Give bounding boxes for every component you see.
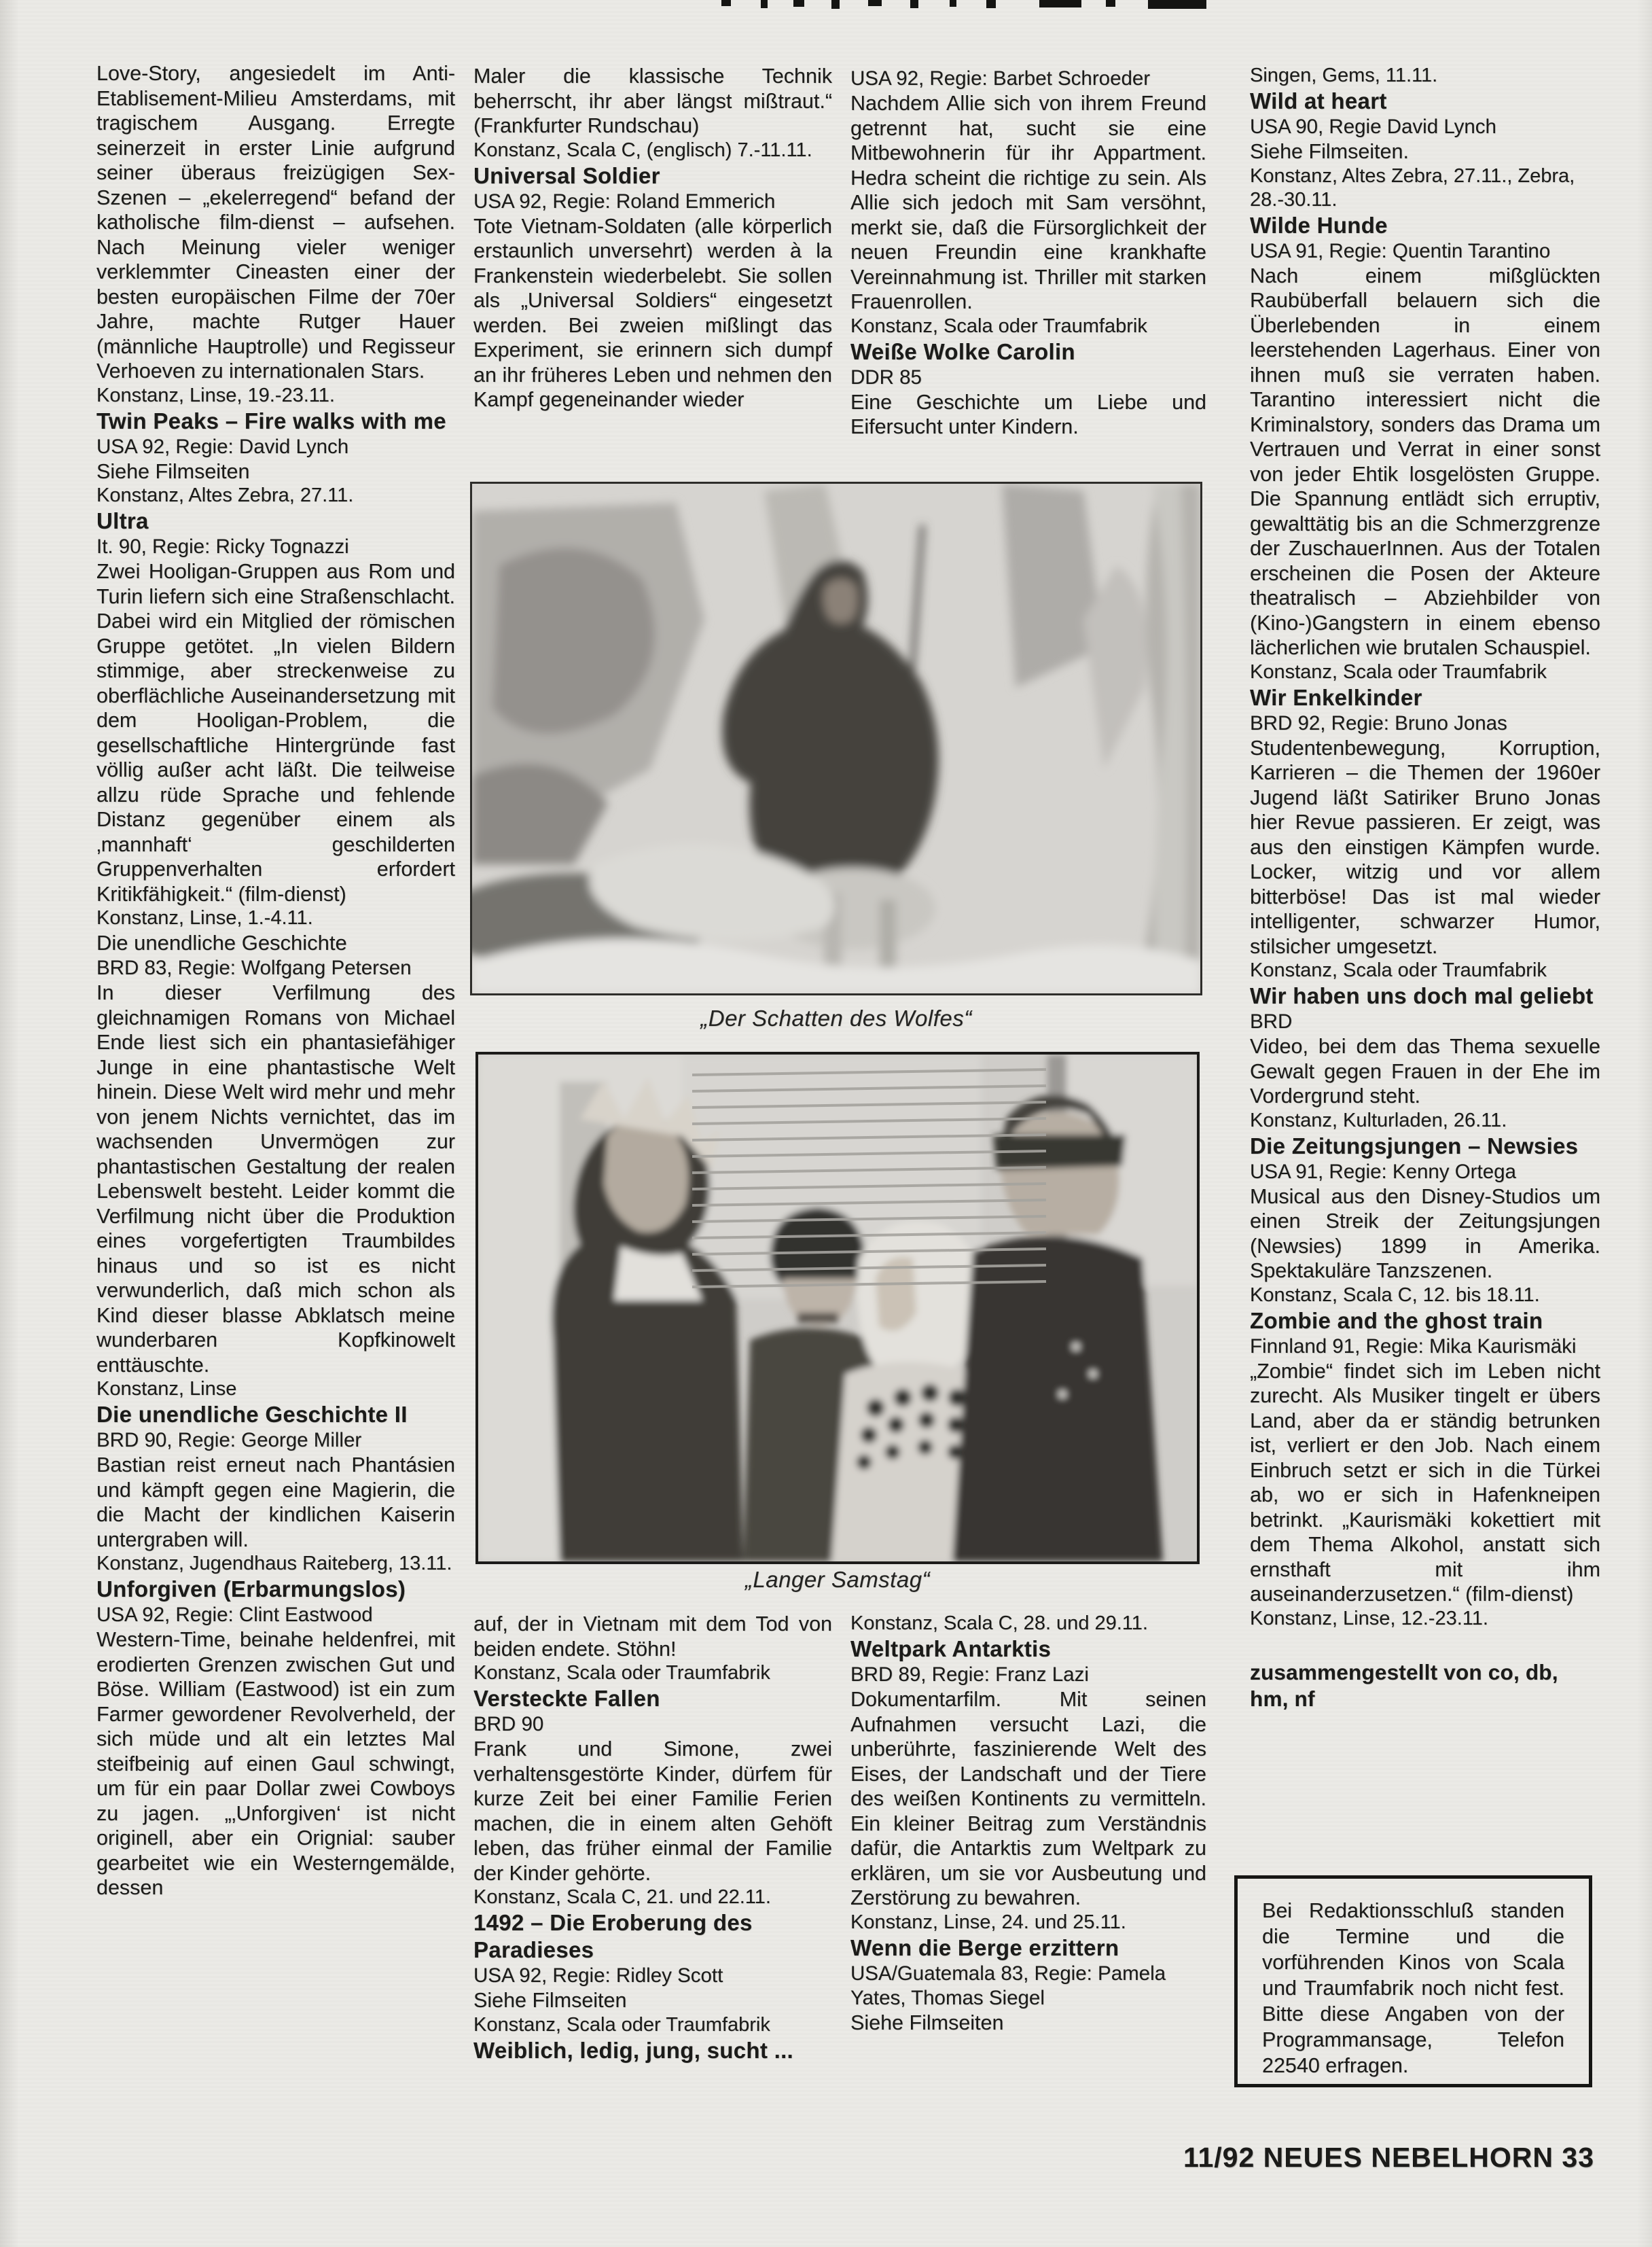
film-title: Die unendliche Geschichte [96,931,347,955]
photo-caption: „Langer Samstag“ [744,1567,931,1592]
film-title: 1492 – Die Eroberung des Paradieses [473,1910,753,1962]
credits-line: Finnland 91, Regie: Mika Kaurismäki [1250,1334,1577,1358]
credits-line: It. 90, Regie: Ricky Tognazzi [96,535,349,558]
venue-line: Konstanz, Linse, 1.-4.11. [96,907,313,929]
venue-line: Konstanz, Kulturladen, 26.11. [1250,1109,1507,1131]
film-title: Zombie and the ghost train [1250,1307,1543,1333]
venue-line: Konstanz, Scala C, (englisch) 7.-11.11. [473,139,812,161]
notice-text: Bei Redaktionsschluß standen die Termine und die vorführenden Kinos von Scala und Traumfabrik noch nicht fest. Bitte diese Angaben von der Programmansage, Telefon 22540 erfragen. [1262,1899,1564,2077]
review-text: Video, bei dem das Thema sexuelle Gewalt gegen Frauen in der Ehe im Vordergrund steht. [1250,1035,1600,1108]
venue-line: Konstanz, Scala C, 21. und 22.11. [473,1886,771,1908]
film-title: Weiblich, ledig, jung, sucht ... [473,2037,794,2063]
scan-artifact [831,0,840,9]
credits-line: USA 92, Regie: David Lynch [96,435,349,458]
review-text: Tote Vietnam-Soldaten (alle körperlich erstaunlich unversehrt) werden à la Frankenstein wiederbelebt. Sie sollen als „Universal Soldiers“ eingesetzt werden. Bei zweien mißlingt das Experiment, sie erinnern sich dumpf an ihr früheres Leben und nehmen den Kampf gegeneinander wieder [473,214,832,411]
venue-line: Konstanz, Jugendhaus Raiteberg, 13.11. [96,1553,452,1574]
credits-line: USA 92, Regie: Barbet Schroeder [850,67,1151,90]
venue-line: Singen, Gems, 11.11. [1250,65,1438,86]
film-title: Twin Peaks – Fire walks with me [96,408,446,434]
review-text: „Zombie“ findet sich im Leben nicht zurecht. Als Musiker tingelt er übers Land, aber da er ständig betrunken ist, verliert er den Job. Nach einem Einbruch setzt er sich in die Türkei ab, wo er sich in Hafenkneipen betrinkt. „Kaurismäki kokettiert mit dem Thema Alkohol, anstatt sich ernsthaft mit ihm auseinanderzusetzen.“ (film-dienst) [1250,1359,1600,1606]
credits-line: DDR 85 [850,366,922,389]
review-text: Bastian reist erneut nach Phantásien und kämpft gegen eine Magierin, die die Macht der kindlichen Kaiserin untergraben will. [96,1453,455,1551]
compiled-by: zusammengestellt von co, db, hm, nf [1250,1659,1558,1711]
group-scene-image [478,1055,1197,1561]
winter-scene-image [472,484,1200,993]
scan-artifact [721,0,731,6]
scan-artifact [986,0,996,8]
film-listings-column-2-bottom [473,1612,832,2064]
scan-artifact [1148,0,1206,9]
venue-line: Konstanz, Scala oder Traumfabrik [1250,660,1547,683]
film-listings-column-1 [96,61,455,1900]
review-text: Western-Time, beinahe heldenfrei, mit erodierten Grenzen zwischen Gut und Böse. William (Eastwood) ist ein zum Farmer gewordener Revolverheld, der sich müde und alt ein letztes Mal steifbeinig auf einen Gaul schwingt, um für ein paar Dollar zwei Cowboys zu jagen. „‚Unforgiven‘ ist nicht originell, aber ein Orignial: sauber gearbeitet wie ein Westerngemälde, dessen [96,1628,455,1899]
review-text: Dokumentarfilm. Mit seinen Aufnahmen versucht Lazi, die unberührte, faszinierende Welt des Eises, der Landschaft und der Tiere des weißen Kontinents zu vermitteln. Ein kleiner Beitrag zum Verständnis dafür, die Antarktis zum Weltpark zu erklären, um sie vor Ausbeutung und Zerstörung zu bewahren. [850,1688,1206,1909]
film-title: Die unendliche Geschichte II [96,1402,408,1427]
review-text: Nach einem mißglückten Raubüberfall belauern sich die Überlebenden in einem leerstehenden Lagerhaus. Einer von ihnen muß sie verraten haben. Tarantino interessiert nicht die Kriminalstory, sonders das Drama um Vertrauen und Verrat in einer sonst von jeder Ehtik losgelösten Gruppe. Die Spannung entlädt sich erruptiv, gewalttätig bis an die Schmerzgrenze der ZuschauerInnen. Aus der Totalen erscheinen die Posen der Akteure theatralisch – Abziehbilder von (Kino-)Gangstern in einem ebenso lächerlichen wie brutalen Schauspiel. [1250,264,1600,659]
venue-line: Konstanz, Altes Zebra, 27.11., Zebra, 28.-30.11. [1250,164,1575,211]
venue-line: Konstanz, Scala C, 12. bis 18.11. [1250,1284,1540,1306]
review-text: Eine Geschichte um Liebe und Eifersucht unter Kindern. [850,390,1206,438]
credits-line: USA 91, Regie: Quentin Tarantino [1250,239,1551,262]
film-title: Weiße Wolke Carolin [850,338,1075,364]
film-title: Wenn die Berge erzittern [850,1934,1119,1960]
credits-line: BRD 89, Regie: Franz Lazi [850,1663,1089,1686]
venue-line: Konstanz, Altes Zebra, 27.11. [96,484,354,506]
scan-artifact [761,0,768,8]
review-text: Love-Story, angesiedelt im Anti-Etablisement-Milieu Amsterdams, mit tragischem Ausgang. Erregte seinerzeit in erster Linie aufgrund seiner überaus freizügigen Sex-Szenen – „ekelerregend“ befand der katholische film-dienst – aufsehen. Nach Meinung vieler weniger verklemmter Cineasten einer der besten europäischen Filme der 70er Jahre, machte Rutger Hauer (männliche Hauptrolle) und Regisseur Verhoeven zu internationalen Stars. [96,62,455,383]
scan-artifact [950,0,956,7]
film-title: Wir Enkelkinder [1250,684,1422,710]
venue-line: Konstanz, Linse, 19.-23.11. [96,384,335,406]
film-title: Ultra [96,508,149,533]
film-listings-column-2-top [473,64,832,412]
scan-artifact [1106,0,1115,7]
review-text: Studentenbewegung, Korruption, Karrieren – die Themen der 1960er Jugend läßt Satiriker Bruno Jonas hier Revue passieren. Er zeigt, was aus den einstigen Kämpfen wurde. Locker, witzig und vor allem bitterböse! Das ist mal wieder intelligenter, schwarzer Humor, stilsicher umgesetzt. [1250,736,1600,958]
credits-line: BRD 90, Regie: George Miller [96,1429,362,1451]
credits-line: BRD 92, Regie: Bruno Jonas [1250,711,1507,735]
credits-line: BRD [1250,1010,1293,1033]
film-listings-column-4 [1250,64,1600,1712]
credits-line: USA 90, Regie David Lynch [1250,116,1496,138]
review-text: Zwei Hooligan-Gruppen aus Rom und Turin liefern sich eine Straßenschlacht. Dabei wird ein Mitglied der römischen Gruppe getötet. „In vielen Bildern stimmige, aber streckenweise zu oberflächliche Auseinandersetzung mit dem Hooligan-Problem, die gesellschaftliche Hintergründe fast völlig außer acht läßt. Die teilweise allzu rüde Sprache und fehlende Distanz gegenüber einem als ‚mannhaft‘ geschilderten Gruppenverhalten erfordert Kritikfähigkeit.“ (film-dienst) [96,560,455,906]
film-title: Wilde Hunde [1250,212,1388,238]
film-title: Versteckte Fallen [473,1686,660,1711]
film-still-langer-samstag [475,1052,1200,1564]
film-title: Die Zeitungsjungen – Newsies [1250,1133,1579,1158]
venue-line: Konstanz, Scala oder Traumfabrik [473,1662,770,1684]
review-text: Maler die klassische Technik beherrscht, ihr aber längst mißtraut.“ (Frankfurter Rundschau) [473,65,832,137]
photo-caption: „Der Schatten des Wolfes“ [700,1006,972,1031]
credits-line: BRD 90 [473,1713,544,1735]
film-title: Weltpark Antarktis [850,1636,1052,1661]
venue-line: Konstanz, Linse, 12.-23.11. [1250,1607,1488,1629]
venue-line: Konstanz, Linse [96,1378,237,1400]
scan-artifact [868,0,882,6]
venue-line: Konstanz, Scala oder Traumfabrik [473,2013,770,2036]
venue-line: Konstanz, Scala oder Traumfabrik [1250,959,1547,981]
credits-line: USA 92, Regie: Roland Emmerich [473,190,776,213]
film-title: Unforgiven (Erbarmungslos) [96,1576,406,1602]
film-still-der-schatten-des-wolfes [472,484,1200,993]
credits-line: BRD 83, Regie: Wolfgang Petersen [96,957,412,979]
film-title: Wir haben uns doch mal geliebt [1250,983,1594,1008]
credits-line: USA 92, Regie: Ridley Scott [473,1964,723,1987]
review-text: Siehe Filmseiten. [1250,140,1409,163]
review-text: Nachdem Allie sich von ihrem Freund getrennt hat, sucht sie eine Mitbewohnerin für ihr Appartment. Hedra scheint die richtige zu sein. Als Allie sich jedoch mit Sam versöhnt, merkt sie, daß die Fürsorglichkeit der neuen Freundin eine krankhafte Vereinnahmung ist. Thriller mit starken Frauenrollen. [850,92,1206,313]
notice-box [1234,1875,1592,2087]
credits-line: USA 91, Regie: Kenny Ortega [1250,1160,1516,1183]
scan-artifact [910,0,918,8]
review-text: Musical aus den Disney-Studios um einen Streik der Zeitungsjungen (Newsies) 1899 in Amerika. Spektakuläre Tanzszenen. [1250,1184,1600,1282]
page-footer: 11/92 NEUES NEBELHORN 33 [1183,2142,1594,2173]
credits-line: USA 92, Regie: Clint Eastwood [96,1604,373,1626]
scan-artifact [793,0,804,7]
credits-line: USA/Guatemala 83, Regie: Pamela Yates, Thomas Siegel [850,1962,1166,2009]
film-listings-column-3-bottom [850,1612,1206,2035]
scan-artifact [1039,0,1081,7]
film-title: Wild at heart [1250,88,1387,113]
venue-line: Konstanz, Scala C, 28. und 29.11. [850,1612,1148,1634]
venue-line: Konstanz, Linse, 24. und 25.11. [850,1911,1126,1933]
film-listings-column-3-top [850,67,1206,440]
review-text: Siehe Filmseiten [850,2011,1004,2034]
film-title: Universal Soldier [473,162,660,188]
review-text: Siehe Filmseiten [473,1989,627,2012]
review-text: In dieser Verfilmung des gleichnamigen Romans von Michael Ende liest sich ein phantasiefähiger Junge in eine phantastische Welt hinein. Diese Welt wird mehr und mehr von jenem Nichts vernichtet, das im wachsenden Unvermögen zur phantastischen Gestaltung der realen Lebenswelt besteht. Leider kommt die Verfilmung nicht über die Produktion eines vorgefertigten Traumbildes hinaus und so ist es nicht verwunderlich, daß mich schon als Kind dieser blasse Abklatsch meine wunderbaren Kopfkinowelt enttäuschte. [96,981,455,1377]
review-text: Siehe Filmseiten [96,459,250,483]
review-text: Frank und Simone, zwei verhaltensgestörte Kinder, dürfem für kurze Zeit bei einer Familie Ferien machen, die in einem alten Gehöft leben, das früher einmal der Familie der Kinder gehörte. [473,1737,832,1885]
venue-line: Konstanz, Scala oder Traumfabrik [850,315,1147,337]
review-text: auf, der in Vietnam mit dem Tod von beiden endete. Stöhn! [473,1612,832,1661]
